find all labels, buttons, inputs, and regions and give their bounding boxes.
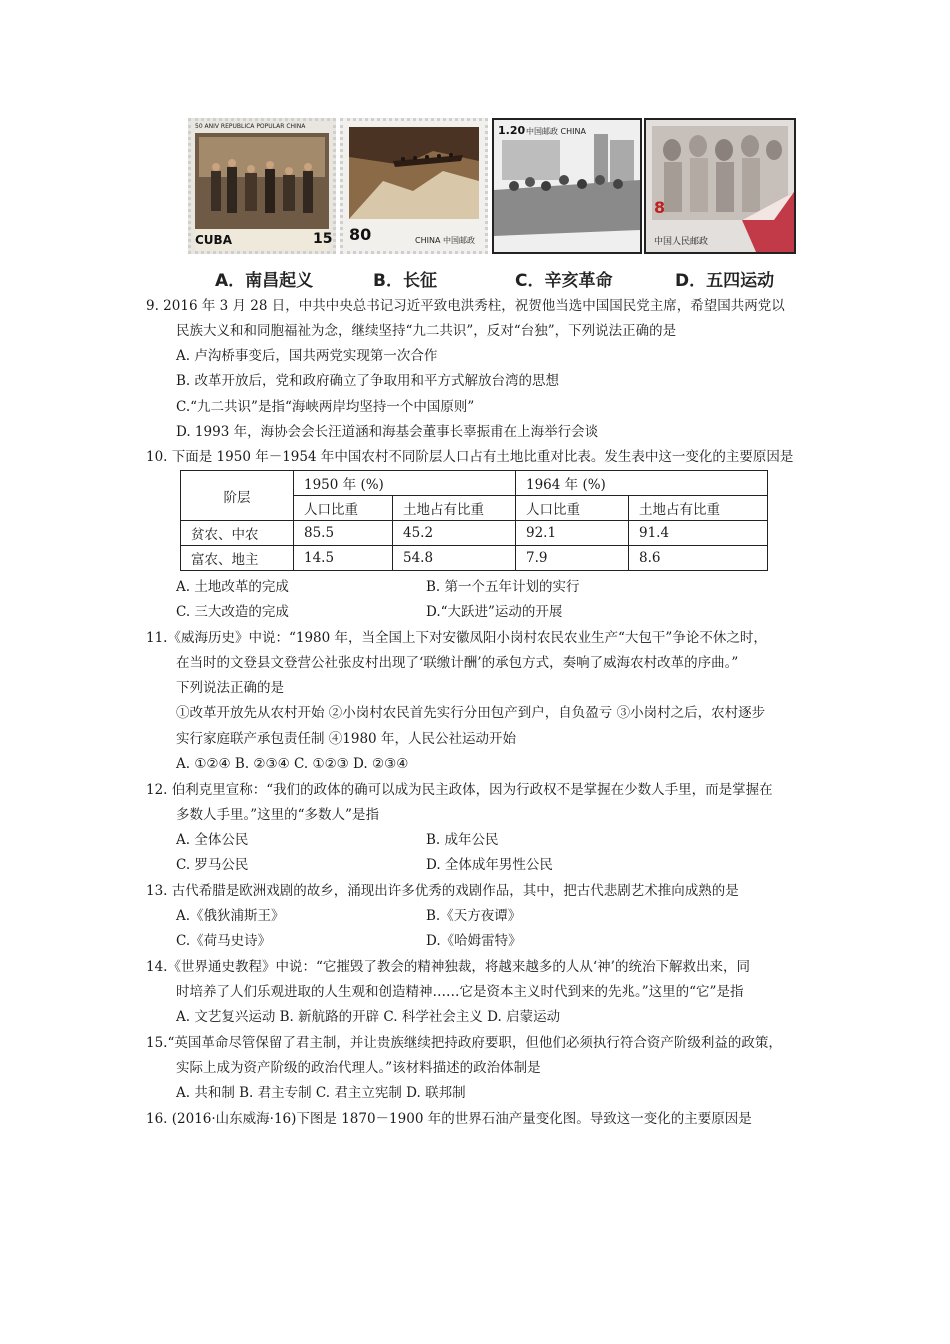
q10-stem: 10. 下面是 1950 年－1954 年中国农村不同阶层人口占有土地比重对比表。发生表中这一变化的主要原因是	[146, 449, 794, 465]
table-cell: 85.5	[294, 521, 393, 546]
q13-option-d: D.《哈姆雷特》	[426, 933, 522, 949]
stamp-post-name: CHINA 中国邮政	[415, 236, 475, 245]
q15-line-1: 15.“英国革命尽管保留了君主制，并让贵族继续把持政府要职，但他们必须执行符合资产阶级利益的政策，	[146, 1035, 782, 1051]
stamp-engraving	[494, 120, 640, 252]
q11-line-3: 下列说法正确的是	[176, 680, 284, 696]
table-header-1964: 1964 年 (%)	[516, 471, 768, 496]
q8-option-b: B．长征	[373, 271, 437, 291]
table-subheader: 人口比重	[294, 496, 393, 521]
q9-stem-line-2: 民族大义和和同胞福祉为念，继续坚持“九二共识”，反对“台独”，下列说法正确的是	[176, 323, 677, 339]
q11-options: A. ①②④ B. ②③④ C. ①②③ D. ②③④	[176, 756, 409, 772]
stamp-post-name: 中国人民邮政	[654, 237, 709, 247]
q16-stem: 16. (2016·山东威海·16)下图是 1870－1900 年的世界石油产量变化图。导致这一变化的主要原因是	[146, 1111, 752, 1127]
q8-option-d: D．五四运动	[675, 271, 775, 291]
q8-options	[215, 266, 775, 290]
table-header-group: 阶层	[181, 471, 294, 521]
stamp-may-fourth	[644, 118, 796, 254]
q9-option-d: D. 1993 年，海协会会长汪道涵和海基会董事长辜振甫在上海举行会谈	[176, 424, 599, 440]
q9-option-b: B. 改革开放后，党和政府确立了争取用和平方式解放台湾的思想	[176, 373, 560, 389]
q13-stem: 13. 古代希腊是欧洲戏剧的故乡，涌现出许多优秀的戏剧作品，其中，把古代悲剧艺术推向成熟的是	[146, 883, 739, 899]
q11-line-4: ①改革开放先从农村开始 ②小岗村农民首先实行分田包产到户，自负盈亏 ③小岗村之后，农村逐步	[176, 705, 766, 721]
q14-options: A. 文艺复兴运动 B. 新航路的开辟 C. 科学社会主义 D. 启蒙运动	[176, 1009, 561, 1025]
table-row-label: 贫农、中农	[181, 521, 294, 546]
q13-option-a: A.《俄狄浦斯王》	[176, 908, 285, 924]
q10-option-a: A. 土地改革的完成	[176, 579, 289, 595]
stamp-post-name: 中国邮政 CHINA	[526, 127, 586, 136]
q9-option-a: A. 卢沟桥事变后，国共两党实现第一次合作	[176, 348, 438, 364]
table-cell: 7.9	[516, 546, 629, 571]
q12-option-c: C. 罗马公民	[176, 857, 249, 873]
q12-option-b: B. 成年公民	[426, 832, 499, 848]
stamp-value: 15	[313, 231, 333, 247]
table-cell: 45.2	[393, 521, 516, 546]
q14-line-2: 时培养了人们乐观进取的人生观和创造精神……它是资本主义时代到来的先兆。”这里的“它”是指	[176, 984, 744, 1000]
q10-option-d: D.“大跃进”运动的开展	[426, 604, 563, 620]
table-subheader: 土地占有比重	[629, 496, 768, 521]
table-row	[181, 546, 768, 571]
stamp-xinhai-revolution	[492, 118, 642, 254]
q10-option-b: B. 第一个五年计划的实行	[426, 579, 580, 595]
stamp-painting	[191, 121, 333, 251]
table-subheader: 人口比重	[516, 496, 629, 521]
q12-line-1: 12. 伯利克里宣称：“我们的政体的确可以成为民主政体，因为行政权不是掌握在少数人手里，而是掌握在	[146, 782, 773, 798]
q14-line-1: 14.《世界通史教程》中说：“它摧毁了教会的精神独裁，将越来越多的人从‘神’的统治下解救出来，同	[146, 959, 750, 975]
table-header-1950: 1950 年 (%)	[294, 471, 516, 496]
stamp-top-text: 50 ANIV REPUBLICA POPULAR CHINA	[195, 123, 306, 130]
stamp-long-march	[340, 118, 488, 254]
land-share-table	[180, 470, 768, 571]
q15-line-2: 实际上成为资产阶级的政治代理人。”该材料描述的政治体制是	[176, 1060, 541, 1076]
q11-line-5: 实行家庭联产承包责任制 ④1980 年，人民公社运动开始	[176, 731, 516, 747]
stamps-figure	[188, 118, 796, 256]
q8-option-c: C．辛亥革命	[515, 271, 613, 291]
q11-line-1: 11.《威海历史》中说：“1980 年，当全国上下对安徽凤阳小岗村农民农业生产“大包干”争论不休之时，	[146, 630, 767, 646]
stamp-value: 8	[654, 198, 666, 217]
table-subheader: 土地占有比重	[393, 496, 516, 521]
table-row	[181, 521, 768, 546]
q10-option-c: C. 三大改造的完成	[176, 604, 289, 620]
stamp-relief	[646, 120, 794, 252]
stamp-value: 80	[349, 225, 372, 244]
q15-options: A. 共和制 B. 君主专制 C. 君主立宪制 D. 联邦制	[176, 1085, 466, 1101]
q9-stem-line-1: 9. 2016 年 3 月 28 日，中共中央总书记习近平致电洪秀柱，祝贺他当选中国国民党主席，希望国共两党以	[146, 298, 785, 314]
stamp-value: 1.20	[498, 124, 526, 137]
table-cell: 54.8	[393, 546, 516, 571]
q12-line-2: 多数人手里。”这里的“多数人”是指	[176, 807, 379, 823]
table-cell: 8.6	[629, 546, 768, 571]
table-cell: 92.1	[516, 521, 629, 546]
q12-option-d: D. 全体成年男性公民	[426, 857, 553, 873]
q8-option-a: A．南昌起义	[215, 271, 314, 291]
stamp-nanchang-uprising	[188, 118, 336, 254]
table-row-label: 富农、地主	[181, 546, 294, 571]
q13-option-c: C.《荷马史诗》	[176, 933, 272, 949]
q11-line-2: 在当时的文登县文登营公社张皮村出现了‘联缴计酬’的承包方式，奏响了威海农村改革的序曲。”	[176, 655, 739, 671]
stamp-country: CUBA	[195, 233, 232, 247]
table-cell: 91.4	[629, 521, 768, 546]
q9-option-c: C.“九二共识”是指“海峡两岸均坚持一个中国原则”	[176, 399, 475, 415]
q12-option-a: A. 全体公民	[176, 832, 249, 848]
q13-option-b: B.《天方夜谭》	[426, 908, 522, 924]
table-cell: 14.5	[294, 546, 393, 571]
